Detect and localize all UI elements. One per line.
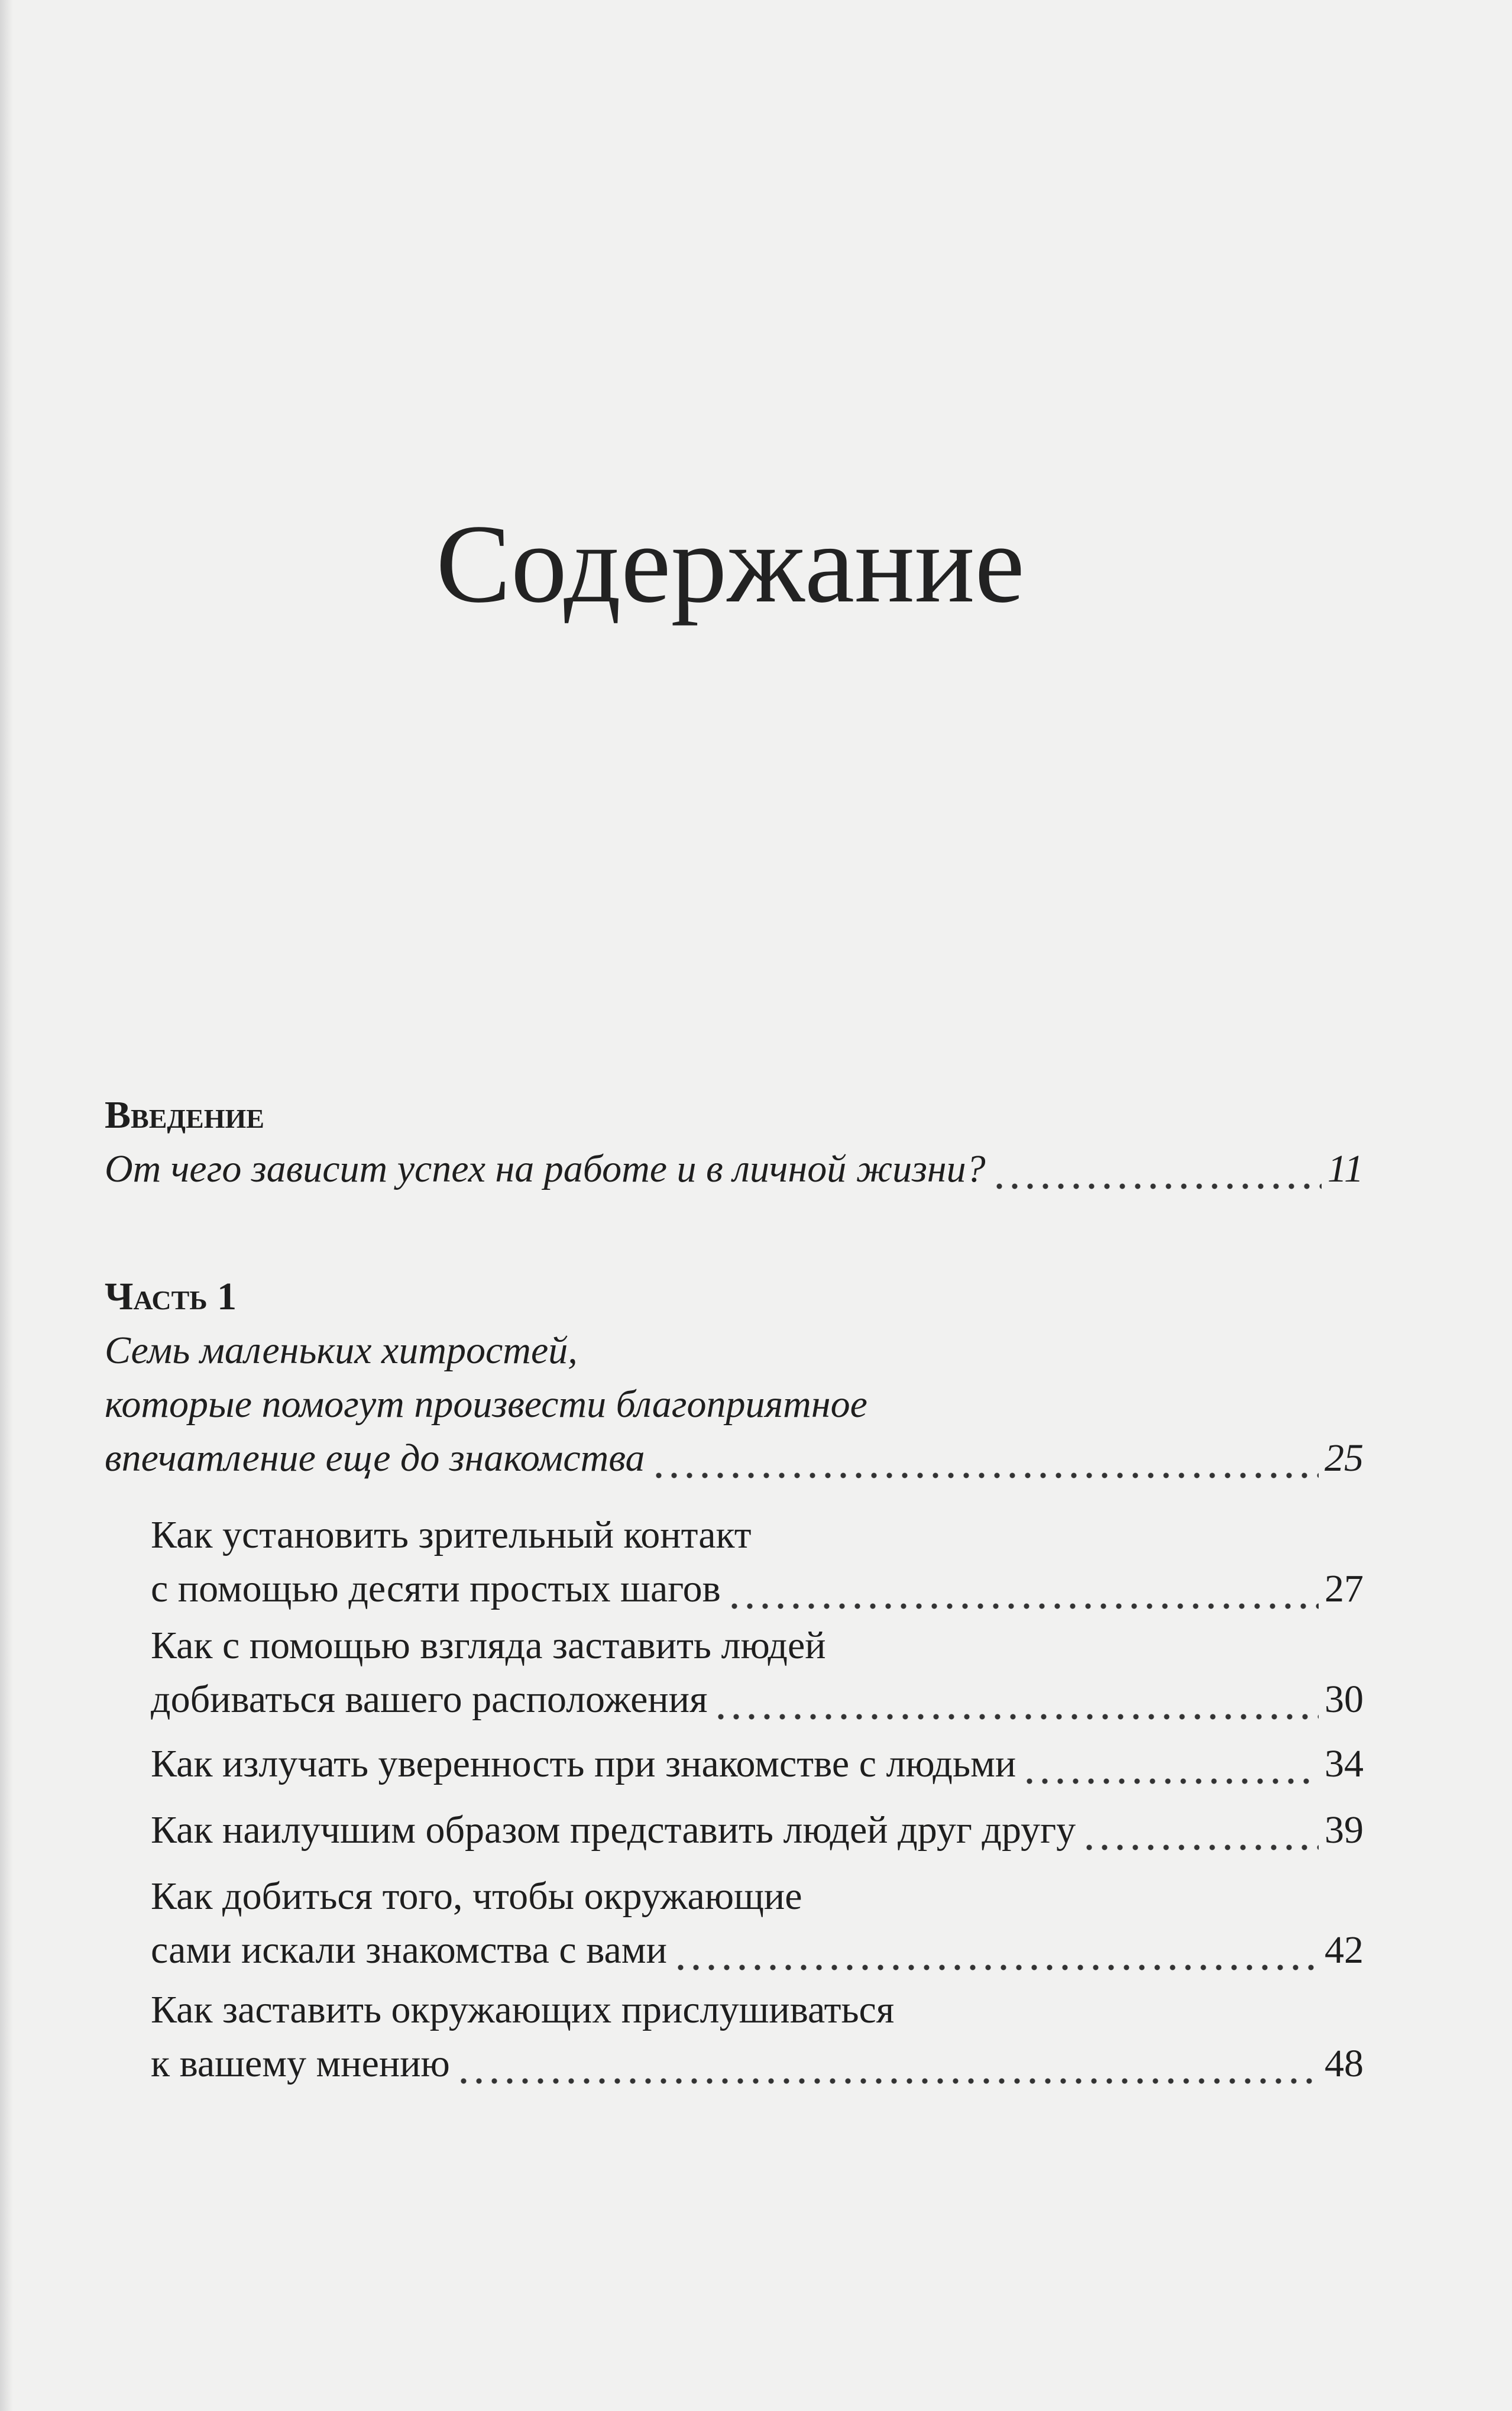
entry-text: От чего зависит успех на работе и в личной жизни? — [105, 1147, 986, 1190]
entry-text: Как добиться того, чтобы окружающие — [151, 1875, 802, 1918]
toc-chapter-5[interactable] — [151, 1869, 1364, 1923]
part1-heading — [105, 1270, 1364, 1323]
dot-leader — [713, 1672, 1319, 1726]
page-number: 39 — [1325, 1808, 1364, 1852]
toc-chapter-1[interactable] — [151, 1562, 1364, 1616]
toc-entry-intro[interactable] — [105, 1142, 1364, 1196]
page-number: 42 — [1325, 1928, 1364, 1972]
dot-leader — [651, 1431, 1319, 1485]
entry-text: добиваться вашего расположения — [151, 1678, 708, 1721]
page-number: 30 — [1325, 1678, 1364, 1721]
toc-chapter-4[interactable] — [151, 1803, 1364, 1857]
entry-text: Как излучать уверенность при знакомстве с людьми — [151, 1742, 1016, 1785]
intro-heading-text: Введение — [105, 1093, 264, 1137]
part1-heading-text: Часть 1 — [105, 1275, 237, 1318]
entry-text: Как установить зрительный контакт — [151, 1513, 752, 1556]
dot-leader — [673, 1923, 1319, 1977]
page-number: 27 — [1325, 1567, 1364, 1610]
entry-text: Как наилучшим образом представить людей друг другу — [151, 1808, 1076, 1852]
toc-entry-part1-line[interactable] — [105, 1377, 1364, 1431]
dot-leader — [1022, 1737, 1319, 1791]
entry-text: Как заставить окружающих прислушиваться — [151, 1988, 895, 2031]
dot-leader — [456, 2037, 1319, 2090]
toc-chapter-1[interactable] — [151, 1508, 1364, 1562]
page-number: 34 — [1325, 1742, 1364, 1785]
toc-chapter-2[interactable] — [151, 1672, 1364, 1726]
toc-chapter-3[interactable] — [151, 1737, 1364, 1791]
entry-text: Как с помощью взгляда заставить людей — [151, 1624, 826, 1667]
toc-entry-part1-line[interactable] — [105, 1323, 1364, 1377]
entry-text: к вашему мнению — [151, 2042, 450, 2085]
intro-heading — [105, 1088, 1364, 1142]
toc-chapter-2[interactable] — [151, 1619, 1364, 1672]
page-title: Содержание — [436, 502, 1025, 626]
entry-text: Семь маленьких хитростей, — [105, 1329, 578, 1372]
page-number: 11 — [1327, 1147, 1364, 1190]
page-number: 25 — [1325, 1436, 1364, 1480]
entry-text: которые помогут произвести благоприятное — [105, 1383, 867, 1426]
entry-text: с помощью десяти простых шагов — [151, 1567, 721, 1610]
toc-chapter-6[interactable] — [151, 1983, 1364, 2037]
page-edge-shadow — [0, 0, 13, 2411]
dot-leader — [992, 1142, 1322, 1196]
entry-text: впечатление еще до знакомства — [105, 1436, 645, 1480]
page-number: 48 — [1325, 2042, 1364, 2085]
toc-entry-part1-line[interactable] — [105, 1431, 1364, 1485]
toc-chapter-5[interactable] — [151, 1923, 1364, 1977]
entry-text: сами искали знакомства с вами — [151, 1928, 667, 1972]
dot-leader — [727, 1562, 1319, 1616]
dot-leader — [1082, 1803, 1319, 1857]
toc-chapter-6[interactable] — [151, 2037, 1364, 2090]
